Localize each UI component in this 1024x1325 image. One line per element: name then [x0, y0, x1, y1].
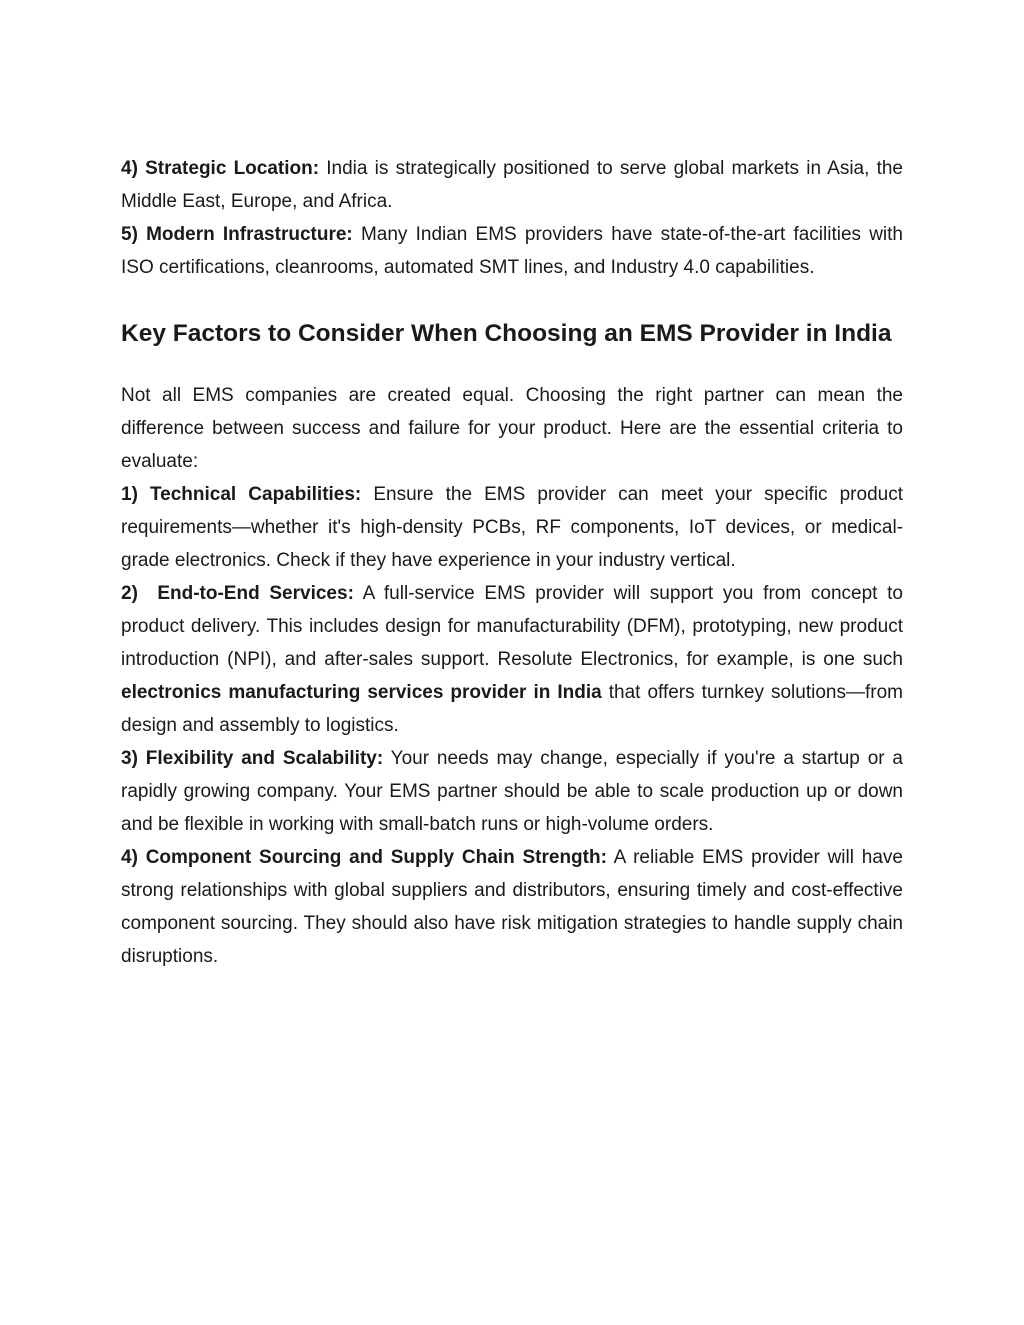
factor-end-to-end-services: [121, 577, 903, 742]
document-page: [121, 152, 903, 973]
factor-lead: 1) Technical Capabilities:: [121, 484, 362, 505]
factor-lead: 3) Flexibility and Scalability:: [121, 748, 384, 769]
factor-lead: 2) End-to-End Services:: [121, 583, 354, 604]
factor-component-sourcing: [121, 841, 903, 973]
point-text: India is strategically positioned to serve global markets in Asia, the Middle East, Europe, and Africa.: [121, 158, 904, 212]
factor-text: Ensure the EMS provider can meet your specific product requirements—whether it's high-density PCBs, RF components, IoT devices, or medical-grade electronics. Check if they have experience in your industry vertical.: [121, 484, 903, 571]
factor-text: A reliable EMS provider will have strong relationships with global suppliers and distributors, ensuring timely and cost-effective component sourcing. They should also have risk mitigation strategies to handle supply chain disruptions.: [121, 847, 903, 967]
section-intro: Not all EMS companies are created equal. Choosing the right partner can mean the difference between success and failure for your product. Here are the essential criteria to evaluate:: [121, 385, 903, 472]
factor-lead: 4) Component Sourcing and Supply Chain Strength:: [121, 847, 607, 868]
point-modern-infrastructure: [121, 218, 903, 284]
factor-technical-capabilities: [121, 478, 903, 577]
factor-bold-inline: electronics manufacturing services provider in India: [121, 682, 602, 703]
point-text: Many Indian EMS providers have state-of-the-art facilities with ISO certifications, cleanrooms, automated SMT lines, and Industry 4.0 capabilities.: [121, 224, 903, 278]
factor-text-after: that offers turnkey solutions—from design and assembly to logistics.: [121, 682, 903, 736]
factor-text: A full-service EMS provider will support you from concept to product delivery. This includes design for manufacturability (DFM), prototyping, new product introduction (NPI), and after-sales support. Resolute Electronics, for example, is one such: [121, 583, 903, 670]
section-heading: Key Factors to Consider When Choosing an EMS Provider in India: [121, 320, 892, 347]
point-lead: 5) Modern Infrastructure:: [121, 224, 353, 245]
factor-flexibility-scalability: [121, 742, 903, 841]
point-lead: 4) Strategic Location:: [121, 158, 320, 179]
point-strategic-location: [121, 152, 903, 218]
factor-text: Your needs may change, especially if you're a startup or a rapidly growing company. Your EMS partner should be able to scale production up or down and be flexible in working with small-batch runs or high-volume orders.: [121, 748, 903, 835]
